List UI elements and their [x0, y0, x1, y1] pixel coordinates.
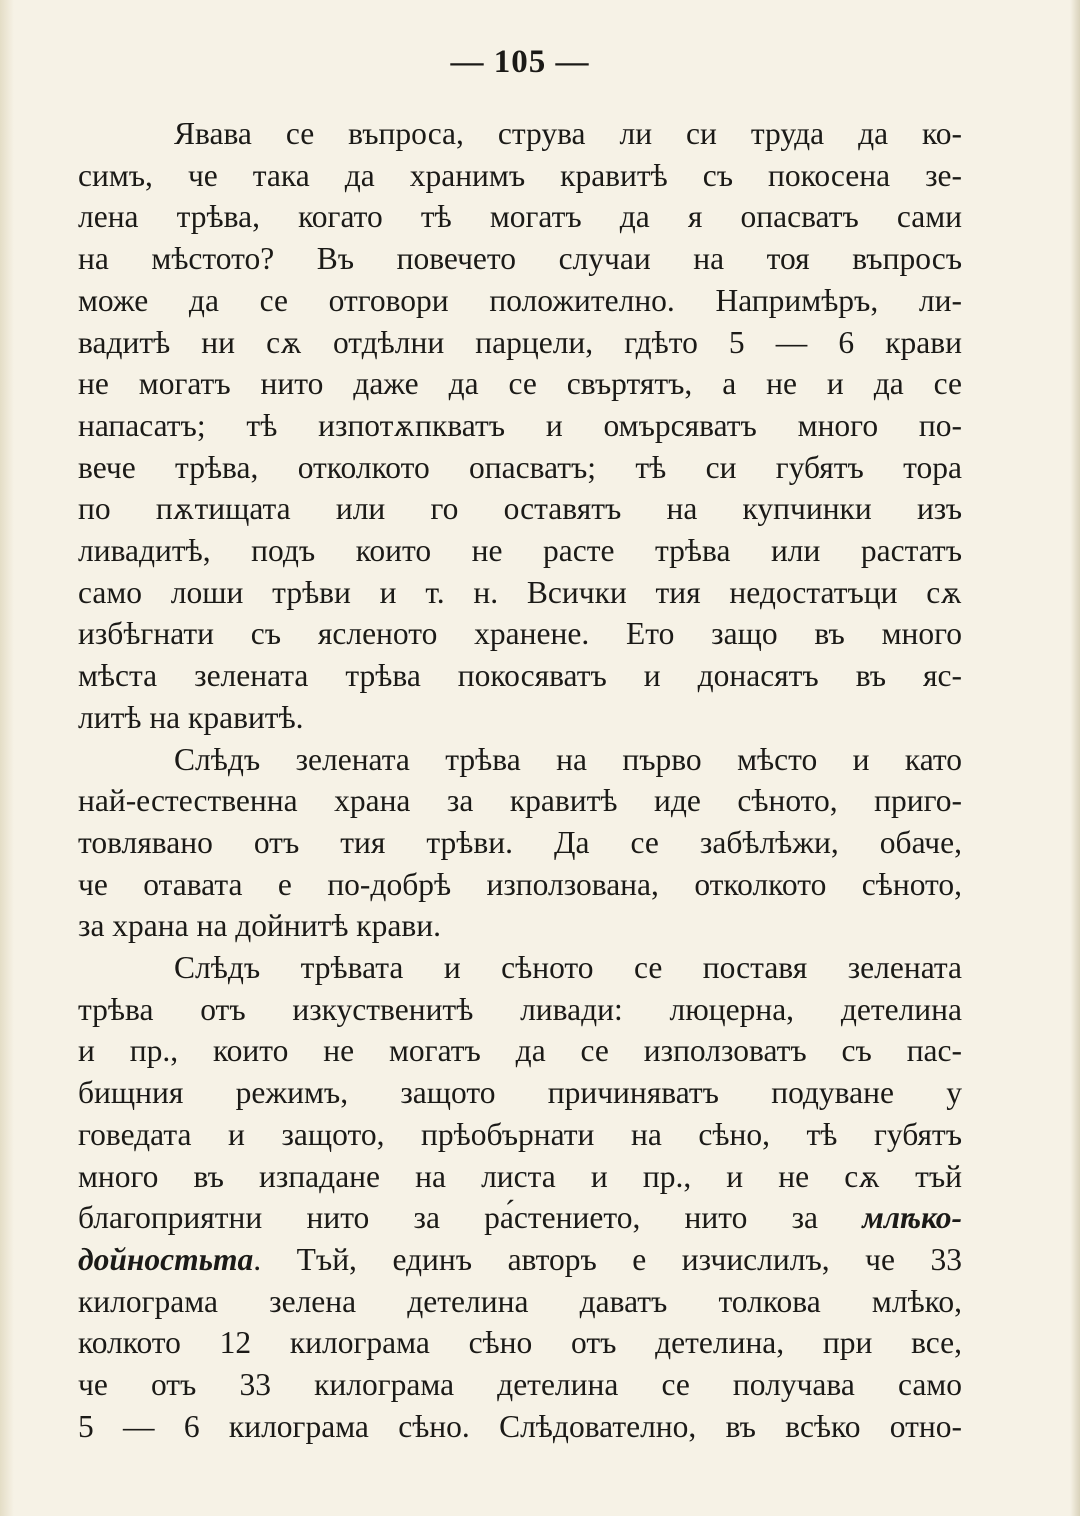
- text-line: Слѣдъ трѣвата и сѣното се поставя зелената: [174, 950, 962, 986]
- text-line: Слѣдъ зелената трѣва на първо мѣсто и като: [174, 741, 962, 777]
- text-line: говедата и защото, прѣобърнати на сѣно, тѣ губятъ: [78, 1116, 962, 1152]
- text-line: литѣ на кравитѣ.: [78, 699, 304, 735]
- text-line: Явава се въпроса, струва ли си труда да ко-: [174, 116, 962, 151]
- text-line: мѣста зелената трѣва покосяватъ и донасятъ въ яс-: [78, 658, 962, 694]
- text-line-with-emphasis: [78, 1197, 962, 1239]
- text-line: вадитѣ ни сѫ отдѣлни парцели, гдѣто 5 — 6 крави: [78, 324, 962, 360]
- text-segment: . Тъй, единъ авторъ е изчислилъ, че 33: [253, 1241, 962, 1277]
- text-line: бищния режимъ, защото причиняватъ подуване у: [78, 1075, 962, 1111]
- text-line: трѣва отъ изкуственитѣ ливади: люцерна, детелина: [78, 991, 962, 1027]
- text-line: лена трѣва, когато тѣ могатъ да я опасватъ сами: [78, 199, 962, 235]
- text-line: за храна на дойнитѣ крави.: [78, 908, 441, 944]
- text-segment: благоприятни нито за ра́стението, нито за: [78, 1200, 819, 1236]
- text-line-with-emphasis: [78, 1239, 962, 1281]
- text-line: само лоши трѣви и т. н. Всички тия недостатъци сѫ: [78, 574, 962, 610]
- text-line: по пѫтищата или го оставятъ на купчинки изъ: [78, 491, 962, 527]
- text-line: и пр., които не могатъ да се използоватъ съ пас-: [78, 1033, 962, 1069]
- text-line: че отавата е по-добрѣ използована, отколкото сѣното,: [78, 866, 962, 902]
- text-line: симъ, че така да хранимъ кравитѣ съ покосена зе-: [78, 157, 962, 193]
- paragraph-1: [78, 113, 962, 739]
- body-text: [78, 113, 962, 1448]
- emphasis-text: дойностьта: [78, 1241, 254, 1277]
- paragraph-3: [78, 947, 962, 1447]
- text-line: много въ изпадане на листа и пр., и не сѫ тъй: [78, 1158, 962, 1194]
- text-line: напасатъ; тѣ изпотѫпкватъ и омърсяватъ много по-: [78, 407, 962, 443]
- text-line: може да се отговори положително. Напримѣръ, ли-: [78, 282, 962, 318]
- text-line: на мѣстото? Въ повечето случаи на тоя въпросъ: [78, 241, 962, 277]
- text-line: избѣгнати съ ясленото хранене. Ето защо въ много: [78, 616, 962, 652]
- text-line: килограма зелена детелина даватъ толкова млѣко,: [78, 1283, 962, 1319]
- text-line: че отъ 33 килограма детелина се получава само: [78, 1367, 962, 1403]
- page-number: — 105 —: [450, 44, 590, 80]
- emphasis-text: млѣко-: [862, 1200, 963, 1236]
- paragraph-2: [78, 739, 962, 948]
- text-line: не могатъ нито даже да се свъртятъ, а не и да се: [78, 366, 962, 402]
- text-line: колкото 12 килограма сѣно отъ детелина, при все,: [78, 1325, 962, 1361]
- text-line: вече трѣва, отколкото опасватъ; тѣ си губятъ тора: [78, 449, 962, 485]
- text-line: 5 — 6 килограма сѣно. Слѣдователно, въ всѣко отно-: [78, 1408, 962, 1444]
- text-line: товлявано отъ тия трѣви. Да се забѣлѣжи, обаче,: [78, 824, 962, 860]
- text-line: най-естественна храна за кравитѣ иде сѣното, приго-: [78, 783, 962, 819]
- text-line: ливадитѣ, подъ които не расте трѣва или растатъ: [78, 533, 962, 569]
